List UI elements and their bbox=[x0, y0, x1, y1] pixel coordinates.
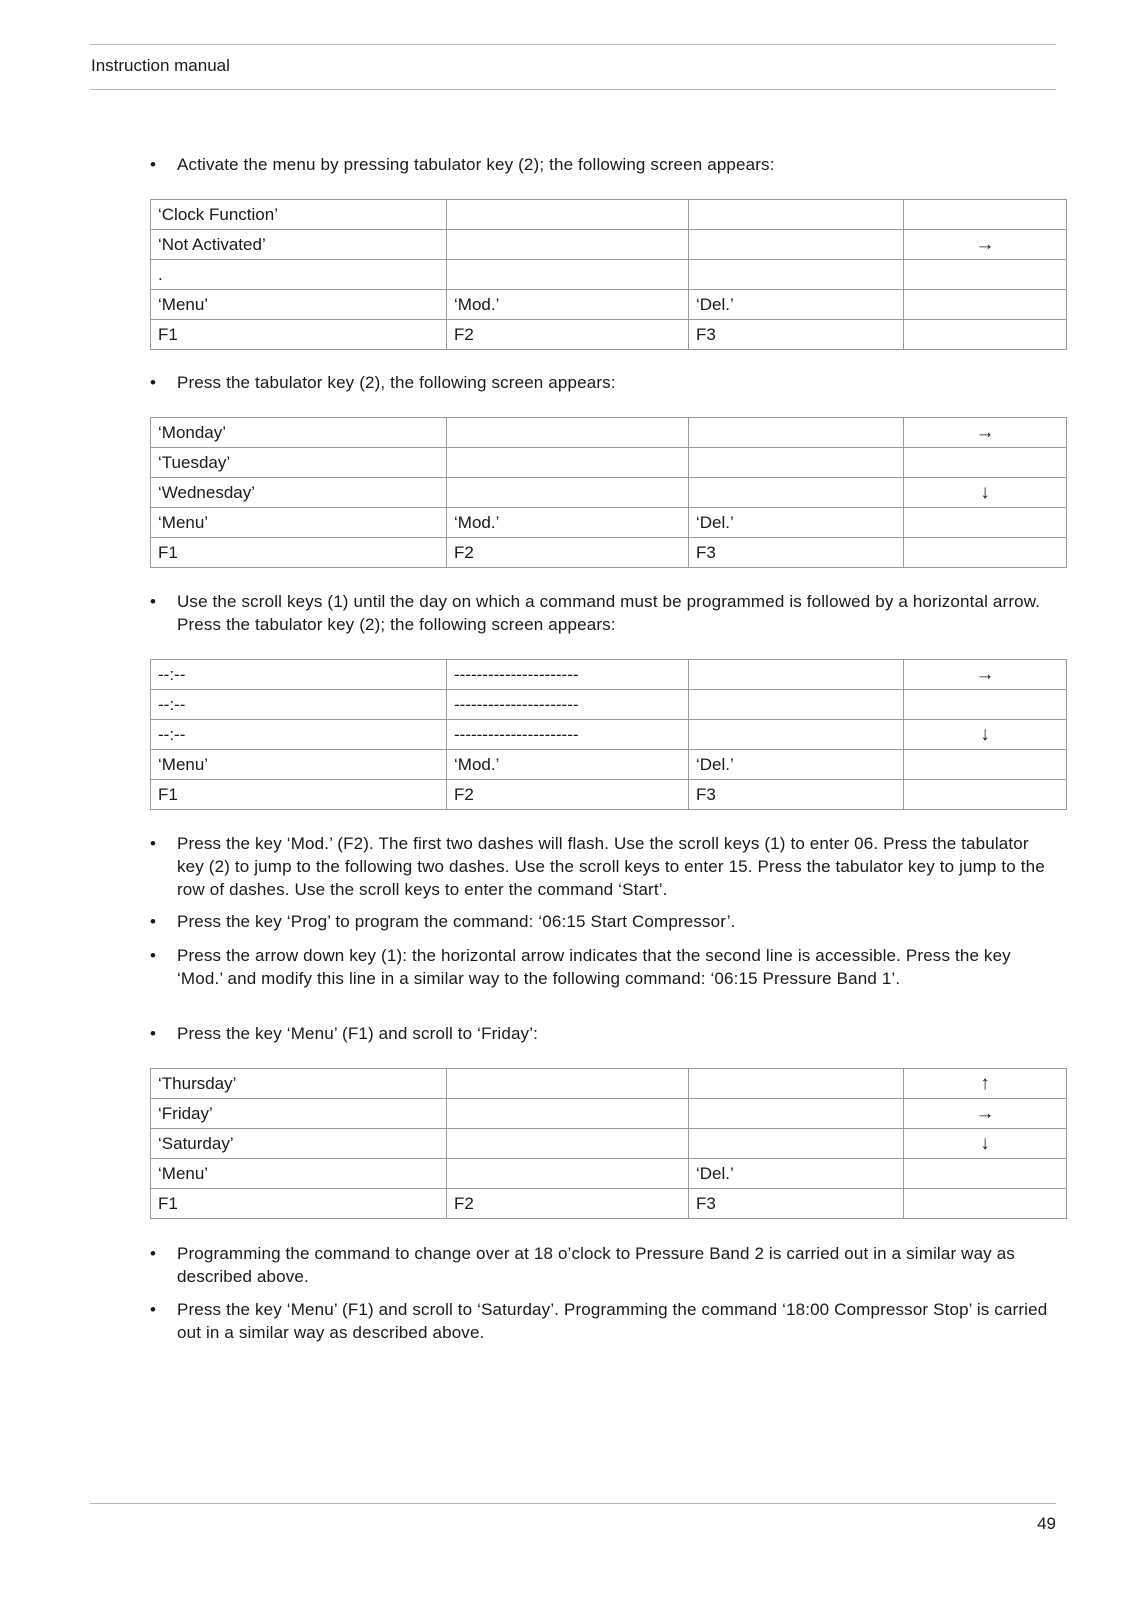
bullet-item bbox=[150, 1022, 1060, 1045]
screen-arrow-cell bbox=[904, 260, 1067, 290]
bullet-text: Programming the command to change over at 18 o’clock to Pressure Band 2 is carried out in a similar way as described above. bbox=[177, 1244, 1015, 1286]
screen-cell: ‘Clock Function’ bbox=[151, 200, 447, 230]
screen-arrow-cell bbox=[904, 448, 1067, 478]
screen-cell: ‘Saturday’ bbox=[151, 1129, 447, 1159]
bullet-text: Press the key ‘Prog’ to program the command: ‘06:15 Start Compressor’. bbox=[177, 912, 736, 931]
bullet-dot: • bbox=[150, 1244, 157, 1263]
screen-row bbox=[151, 1159, 1067, 1189]
screen-row bbox=[151, 448, 1067, 478]
bullet-item bbox=[150, 153, 1060, 176]
header-title: Instruction manual bbox=[91, 56, 230, 75]
bullet-dot: • bbox=[150, 834, 157, 853]
screen-row bbox=[151, 478, 1067, 508]
bullet-dot: • bbox=[150, 946, 157, 965]
screen-table-friday bbox=[150, 1068, 1067, 1219]
screen-cell bbox=[689, 660, 904, 690]
bullet-text: Activate the menu by pressing tabulator key (2); the following screen appears: bbox=[177, 155, 775, 174]
time-field: --:-- bbox=[151, 690, 447, 720]
screen-arrow-cell bbox=[904, 780, 1067, 810]
bullet-text: Press the tabulator key (2), the following screen appears: bbox=[177, 373, 616, 392]
bullet-dot: • bbox=[150, 155, 157, 174]
screen-cell bbox=[689, 478, 904, 508]
screen-arrow-cell bbox=[904, 320, 1067, 350]
down-arrow-icon: ↓ bbox=[904, 478, 1067, 508]
bullet-item bbox=[150, 371, 1060, 394]
screen-row bbox=[151, 1129, 1067, 1159]
function-key-f1: F1 bbox=[151, 320, 447, 350]
screen-cell bbox=[689, 690, 904, 720]
screen-cell: ‘Thursday’ bbox=[151, 1069, 447, 1099]
screen-row bbox=[151, 230, 1067, 260]
softkey-label-menu: ‘Menu’ bbox=[151, 750, 447, 780]
screen-cell: ‘Wednesday’ bbox=[151, 478, 447, 508]
function-key-f1: F1 bbox=[151, 780, 447, 810]
bullet-text: Press the key ‘Menu’ (F1) and scroll to ‘Friday’: bbox=[177, 1024, 539, 1043]
header-top-rule bbox=[90, 44, 1056, 45]
screen-cell bbox=[689, 230, 904, 260]
softkey-label-del: ‘Del.’ bbox=[689, 1159, 904, 1189]
screen-cell bbox=[447, 230, 689, 260]
screen-cell bbox=[447, 200, 689, 230]
screen-cell bbox=[447, 260, 689, 290]
screen-row bbox=[151, 260, 1067, 290]
right-arrow-icon: → bbox=[904, 418, 1067, 448]
softkey-label-mod: ‘Mod.’ bbox=[447, 290, 689, 320]
bullet-dot: • bbox=[150, 373, 157, 392]
right-arrow-icon: → bbox=[904, 660, 1067, 690]
screen-cell bbox=[447, 448, 689, 478]
softkey-label-mod: ‘Mod.’ bbox=[447, 508, 689, 538]
bullet-text: Press the key ‘Mod.’ (F2). The first two dashes will flash. Use the scroll keys (1) to enter 06. Press the tabulator key (2) to jump to the following two dashes. Use the scroll keys to enter 15. Press the tabulator key to jump to the row of dashes. Use the scroll keys to enter the command ‘Start’. bbox=[177, 834, 1045, 899]
screen-cell bbox=[689, 448, 904, 478]
bullet-dot: • bbox=[150, 1300, 157, 1319]
command-field: ---------------------- bbox=[447, 690, 689, 720]
screen-row bbox=[151, 690, 1067, 720]
function-key-f1: F1 bbox=[151, 1189, 447, 1219]
screen-cell bbox=[447, 1159, 689, 1189]
bullet-item bbox=[150, 832, 1060, 901]
screen-arrow-cell bbox=[904, 508, 1067, 538]
bullet-item bbox=[150, 1242, 1060, 1288]
softkey-label-menu: ‘Menu’ bbox=[151, 290, 447, 320]
down-arrow-icon: ↓ bbox=[904, 1129, 1067, 1159]
softkey-label-mod: ‘Mod.’ bbox=[447, 750, 689, 780]
screen-row bbox=[151, 320, 1067, 350]
screen-row bbox=[151, 418, 1067, 448]
screen-row bbox=[151, 720, 1067, 750]
screen-cell bbox=[447, 1099, 689, 1129]
function-key-f2: F2 bbox=[447, 780, 689, 810]
function-key-f3: F3 bbox=[689, 538, 904, 568]
page-number: 49 bbox=[1037, 1514, 1056, 1533]
bullet-item bbox=[150, 944, 1060, 990]
function-key-f3: F3 bbox=[689, 1189, 904, 1219]
screen-table-clock-function bbox=[150, 199, 1067, 350]
screen-table-weekdays bbox=[150, 417, 1067, 568]
bullet-item bbox=[150, 910, 1060, 933]
screen-cell bbox=[447, 418, 689, 448]
command-field: ---------------------- bbox=[447, 660, 689, 690]
bullet-dot: • bbox=[150, 1024, 157, 1043]
screen-row bbox=[151, 508, 1067, 538]
screen-row bbox=[151, 1099, 1067, 1129]
screen-table-command-lines bbox=[150, 659, 1067, 810]
bullet-item bbox=[150, 1298, 1060, 1344]
up-arrow-icon: ↑ bbox=[904, 1069, 1067, 1099]
screen-arrow-cell bbox=[904, 290, 1067, 320]
screen-cell bbox=[689, 720, 904, 750]
screen-arrow-cell bbox=[904, 690, 1067, 720]
command-field: ---------------------- bbox=[447, 720, 689, 750]
screen-row bbox=[151, 1069, 1067, 1099]
bullet-item bbox=[150, 590, 1060, 636]
header-bottom-rule bbox=[90, 89, 1056, 90]
right-arrow-icon: → bbox=[904, 230, 1067, 260]
softkey-label-del: ‘Del.’ bbox=[689, 290, 904, 320]
screen-cell bbox=[447, 478, 689, 508]
screen-cell bbox=[689, 1069, 904, 1099]
softkey-label-del: ‘Del.’ bbox=[689, 508, 904, 538]
softkey-label-del: ‘Del.’ bbox=[689, 750, 904, 780]
screen-cell: ‘Friday’ bbox=[151, 1099, 447, 1129]
down-arrow-icon: ↓ bbox=[904, 720, 1067, 750]
function-key-f1: F1 bbox=[151, 538, 447, 568]
function-key-f2: F2 bbox=[447, 1189, 689, 1219]
screen-cell bbox=[689, 1129, 904, 1159]
screen-cell: ‘Not Activated’ bbox=[151, 230, 447, 260]
screen-row bbox=[151, 1189, 1067, 1219]
screen-arrow-cell bbox=[904, 1159, 1067, 1189]
right-arrow-icon: → bbox=[904, 1099, 1067, 1129]
screen-row bbox=[151, 660, 1067, 690]
screen-row bbox=[151, 200, 1067, 230]
screen-cell: . bbox=[151, 260, 447, 290]
softkey-label-menu: ‘Menu’ bbox=[151, 508, 447, 538]
screen-row bbox=[151, 290, 1067, 320]
screen-arrow-cell bbox=[904, 200, 1067, 230]
screen-arrow-cell bbox=[904, 1189, 1067, 1219]
screen-cell: ‘Monday’ bbox=[151, 418, 447, 448]
function-key-f2: F2 bbox=[447, 538, 689, 568]
screen-cell bbox=[447, 1069, 689, 1099]
screen-cell bbox=[689, 418, 904, 448]
screen-arrow-cell bbox=[904, 750, 1067, 780]
function-key-f3: F3 bbox=[689, 780, 904, 810]
bullet-dot: • bbox=[150, 592, 157, 611]
screen-row bbox=[151, 780, 1067, 810]
screen-cell bbox=[689, 1099, 904, 1129]
bullet-text: Use the scroll keys (1) until the day on which a command must be programmed is followed by a horizontal arrow. Press the tabulator key (2); the following screen appears: bbox=[177, 592, 1041, 634]
bullet-dot: • bbox=[150, 912, 157, 931]
bullet-text: Press the arrow down key (1): the horizontal arrow indicates that the second line is accessible. Press the key ‘Mod.’ and modify this line in a similar way to the following command: ‘06:15 Pressure Band 1’. bbox=[177, 946, 1011, 988]
screen-row bbox=[151, 538, 1067, 568]
screen-cell bbox=[689, 260, 904, 290]
function-key-f3: F3 bbox=[689, 320, 904, 350]
softkey-label-menu: ‘Menu’ bbox=[151, 1159, 447, 1189]
time-field: --:-- bbox=[151, 720, 447, 750]
bullet-text: Press the key ‘Menu’ (F1) and scroll to ‘Saturday’. Programming the command ‘18:00 Compressor Stop’ is carried out in a similar way as described above. bbox=[177, 1300, 1048, 1342]
screen-cell: ‘Tuesday’ bbox=[151, 448, 447, 478]
screen-arrow-cell bbox=[904, 538, 1067, 568]
screen-row bbox=[151, 750, 1067, 780]
function-key-f2: F2 bbox=[447, 320, 689, 350]
screen-cell bbox=[447, 1129, 689, 1159]
screen-cell bbox=[689, 200, 904, 230]
footer-rule bbox=[90, 1503, 1056, 1504]
time-field: --:-- bbox=[151, 660, 447, 690]
